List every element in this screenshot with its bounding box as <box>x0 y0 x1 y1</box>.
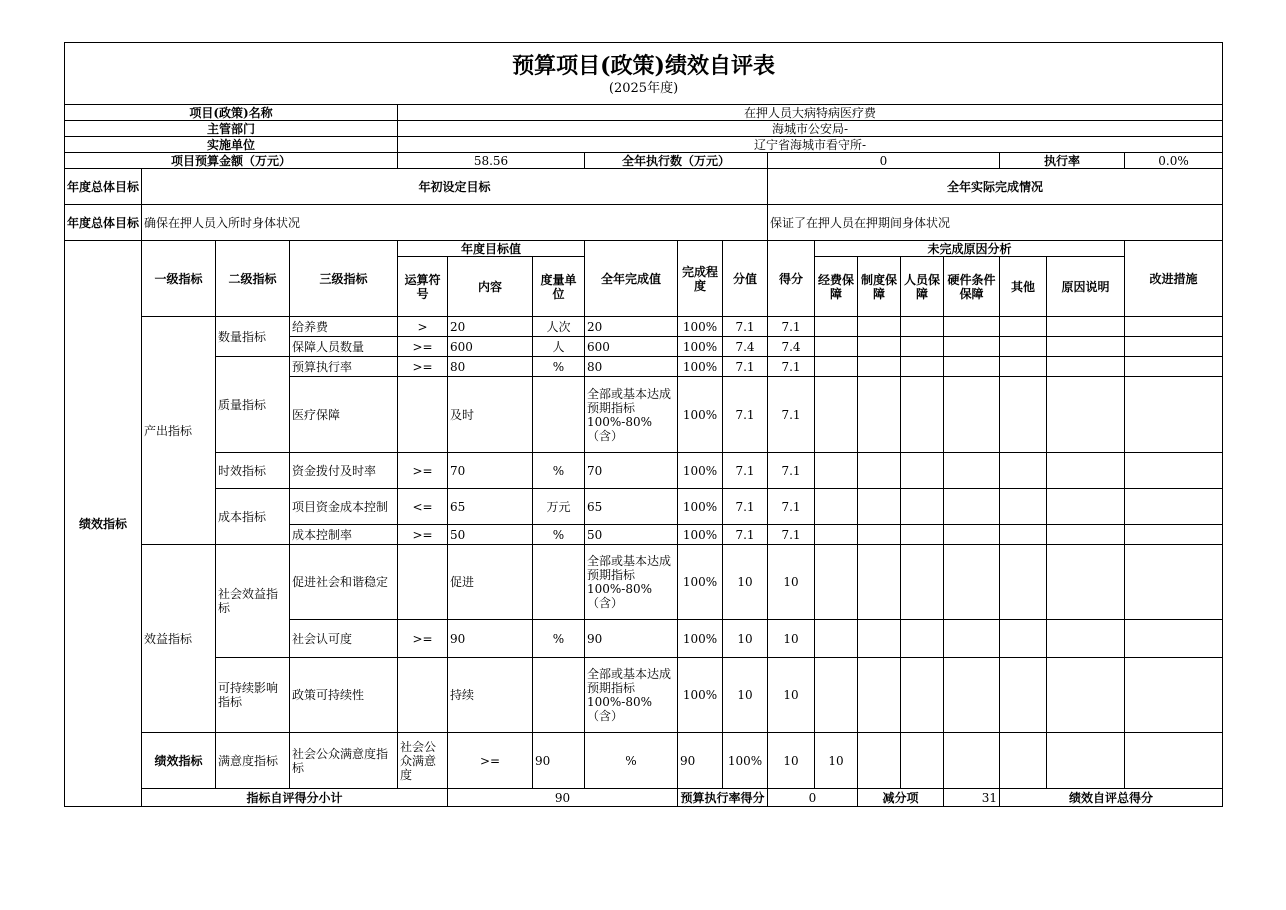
row-content: 持续 <box>448 658 533 733</box>
group-output: 产出指标 <box>142 317 216 545</box>
row-value: 10 <box>723 620 768 658</box>
table-row <box>65 658 1223 733</box>
row-name: 政策可持续性 <box>290 658 398 733</box>
row-op <box>398 545 448 620</box>
row-score: 7.1 <box>768 317 815 337</box>
unit-label: 实施单位 <box>65 137 398 153</box>
header-actual: 全年完成值 <box>585 241 678 317</box>
row-actual: 70 <box>585 453 678 489</box>
table-row <box>65 733 1223 789</box>
row-op: >= <box>398 620 448 658</box>
budget-label: 项目预算金额（万元） <box>65 153 398 169</box>
row-actual: 80 <box>585 357 678 377</box>
header-operator: 运算符号 <box>398 257 448 317</box>
row-content: 50 <box>448 525 533 545</box>
dept-value: 海城市公安局- <box>398 121 1223 137</box>
dept-label: 主管部门 <box>65 121 398 137</box>
header-improve: 改进措施 <box>1125 241 1223 317</box>
row-content: 65 <box>448 489 533 525</box>
header-score: 得分 <box>768 241 815 317</box>
executed-value: 0 <box>768 153 1000 169</box>
row-op: > <box>398 317 448 337</box>
row-score: 7.1 <box>768 357 815 377</box>
actual-completion-text: 保证了在押人员在押期间身体状况 <box>768 205 1223 241</box>
row-name: 资金拨付及时率 <box>290 453 398 489</box>
row-name: 社会公众满意度 <box>398 733 448 789</box>
row-name: 保障人员数量 <box>290 337 398 357</box>
group-cost: 成本指标 <box>216 489 290 545</box>
row-content: 70 <box>448 453 533 489</box>
table-row <box>65 489 1223 525</box>
row-value: 10 <box>723 545 768 620</box>
row-name: 成本控制率 <box>290 525 398 545</box>
row-op <box>398 658 448 733</box>
header-reason-funding: 经费保障 <box>815 257 858 317</box>
row-value: 7.1 <box>723 453 768 489</box>
row-value: 10 <box>723 658 768 733</box>
row-completion: 100% <box>678 545 723 620</box>
row-actual: 65 <box>585 489 678 525</box>
row-completion: 100% <box>678 377 723 453</box>
row-unit <box>533 545 585 620</box>
row-completion: 100% <box>678 453 723 489</box>
header-reason-staff: 人员保障 <box>901 257 944 317</box>
header-unit: 度量单位 <box>533 257 585 317</box>
table-row <box>65 545 1223 620</box>
table-row <box>65 357 1223 377</box>
row-value: 7.1 <box>723 317 768 337</box>
row-completion: 100% <box>723 733 768 789</box>
row-op: <= <box>398 489 448 525</box>
row-completion: 100% <box>678 620 723 658</box>
row-score: 7.1 <box>768 377 815 453</box>
exec-score-label: 预算执行率得分 <box>678 789 768 807</box>
group-quality: 质量指标 <box>216 357 290 453</box>
performance-self-evaluation-table <box>64 42 1223 807</box>
row-name: 促进社会和谐稳定 <box>290 545 398 620</box>
row-name: 医疗保障 <box>290 377 398 453</box>
row-unit: % <box>533 357 585 377</box>
row-content: 80 <box>448 357 533 377</box>
annual-goal-label: 年度总体目标 <box>65 169 142 205</box>
row-score: 7.1 <box>768 489 815 525</box>
row-op <box>398 377 448 453</box>
annual-goal-label-2: 年度总体目标 <box>65 205 142 241</box>
row-value: 10 <box>768 733 815 789</box>
row-completion: 100% <box>678 357 723 377</box>
row-content: 及时 <box>448 377 533 453</box>
row-value: 7.1 <box>723 489 768 525</box>
unit-value: 辽宁省海城市看守所- <box>398 137 1223 153</box>
row-actual: 全部或基本达成预期指标100%-80%（含） <box>585 658 678 733</box>
actual-completion-header: 全年实际完成情况 <box>768 169 1223 205</box>
row-unit: 人次 <box>533 317 585 337</box>
row-op: >= <box>398 525 448 545</box>
report-year: (2025年度) <box>608 80 679 96</box>
subtotal-value: 90 <box>448 789 678 807</box>
budget-value: 58.56 <box>398 153 585 169</box>
row-unit <box>533 377 585 453</box>
page-title: 预算项目(政策)绩效自评表 <box>512 52 775 79</box>
row-completion: 100% <box>678 489 723 525</box>
total-score-label: 绩效自评总得分 <box>1000 789 1223 807</box>
row-name: 给养费 <box>290 317 398 337</box>
group-sustainable: 可持续影响指标 <box>216 658 290 733</box>
row-completion: 100% <box>678 658 723 733</box>
project-name-value: 在押人员大病特病医疗费 <box>398 105 1223 121</box>
deduct-value: 31 <box>944 789 1000 807</box>
perf-indicator-group-label-2: 绩效指标 <box>142 733 216 789</box>
table-row <box>65 453 1223 489</box>
table-title-cell <box>65 43 1223 105</box>
perf-indicator-group-label: 绩效指标 <box>65 241 142 807</box>
row-score: 7.1 <box>768 525 815 545</box>
group-timeliness: 时效指标 <box>216 453 290 489</box>
row-actual: 全部或基本达成预期指标100%-80%（含） <box>585 545 678 620</box>
row-unit: % <box>585 733 678 789</box>
header-level1: 一级指标 <box>142 241 216 317</box>
row-unit: % <box>533 525 585 545</box>
exec-rate-value: 0.0% <box>1125 153 1223 169</box>
row-name: 社会认可度 <box>290 620 398 658</box>
table-row <box>65 317 1223 337</box>
initial-goal-header: 年初设定目标 <box>142 169 768 205</box>
initial-goal-text: 确保在押人员入所时身体状况 <box>142 205 768 241</box>
project-name-label: 项目(政策)名称 <box>65 105 398 121</box>
row-value: 7.4 <box>723 337 768 357</box>
row-score: 10 <box>768 620 815 658</box>
row-completion: 100% <box>678 317 723 337</box>
row-op: >= <box>398 357 448 377</box>
row-unit: 万元 <box>533 489 585 525</box>
row-unit: 人 <box>533 337 585 357</box>
header-target-group: 年度目标值 <box>398 241 585 257</box>
row-op: >= <box>398 337 448 357</box>
row-value: 7.1 <box>723 357 768 377</box>
row-value: 7.1 <box>723 377 768 453</box>
row-score: 10 <box>768 545 815 620</box>
group-benefit: 效益指标 <box>142 545 216 733</box>
row-content: 20 <box>448 317 533 337</box>
group-public-satisfaction: 社会公众满意度指标 <box>290 733 398 789</box>
row-op: >= <box>448 733 533 789</box>
row-content: 600 <box>448 337 533 357</box>
row-score: 10 <box>815 733 858 789</box>
header-reason-desc: 原因说明 <box>1047 257 1125 317</box>
header-score-value: 分值 <box>723 241 768 317</box>
header-reason-other: 其他 <box>1000 257 1047 317</box>
group-quantity: 数量指标 <box>216 317 290 357</box>
row-unit <box>533 658 585 733</box>
row-actual: 全部或基本达成预期指标100%-80%（含） <box>585 377 678 453</box>
header-level3: 三级指标 <box>290 241 398 317</box>
row-name: 预算执行率 <box>290 357 398 377</box>
header-reason-system: 制度保障 <box>858 257 901 317</box>
row-actual: 50 <box>585 525 678 545</box>
deduct-label: 减分项 <box>858 789 944 807</box>
row-unit: % <box>533 620 585 658</box>
row-score: 7.1 <box>768 453 815 489</box>
group-social-benefit: 社会效益指标 <box>216 545 290 658</box>
row-content: 90 <box>533 733 585 789</box>
row-actual: 90 <box>585 620 678 658</box>
group-satisfaction: 满意度指标 <box>216 733 290 789</box>
row-actual: 600 <box>585 337 678 357</box>
header-reason-hardware: 硬件条件保障 <box>944 257 1000 317</box>
row-completion: 100% <box>678 525 723 545</box>
row-value: 7.1 <box>723 525 768 545</box>
exec-score-value: 0 <box>768 789 858 807</box>
row-name: 项目资金成本控制 <box>290 489 398 525</box>
row-score: 7.4 <box>768 337 815 357</box>
executed-label: 全年执行数（万元） <box>585 153 768 169</box>
row-content: 促进 <box>448 545 533 620</box>
row-actual: 90 <box>678 733 723 789</box>
row-score: 10 <box>768 658 815 733</box>
subtotal-label: 指标自评得分小计 <box>142 789 448 807</box>
row-content: 90 <box>448 620 533 658</box>
header-content: 内容 <box>448 257 533 317</box>
row-op: >= <box>398 453 448 489</box>
row-unit: % <box>533 453 585 489</box>
exec-rate-label: 执行率 <box>1000 153 1125 169</box>
row-completion: 100% <box>678 337 723 357</box>
header-completion: 完成程度 <box>678 241 723 317</box>
header-reason-group: 未完成原因分析 <box>815 241 1125 257</box>
header-level2: 二级指标 <box>216 241 290 317</box>
row-actual: 20 <box>585 317 678 337</box>
